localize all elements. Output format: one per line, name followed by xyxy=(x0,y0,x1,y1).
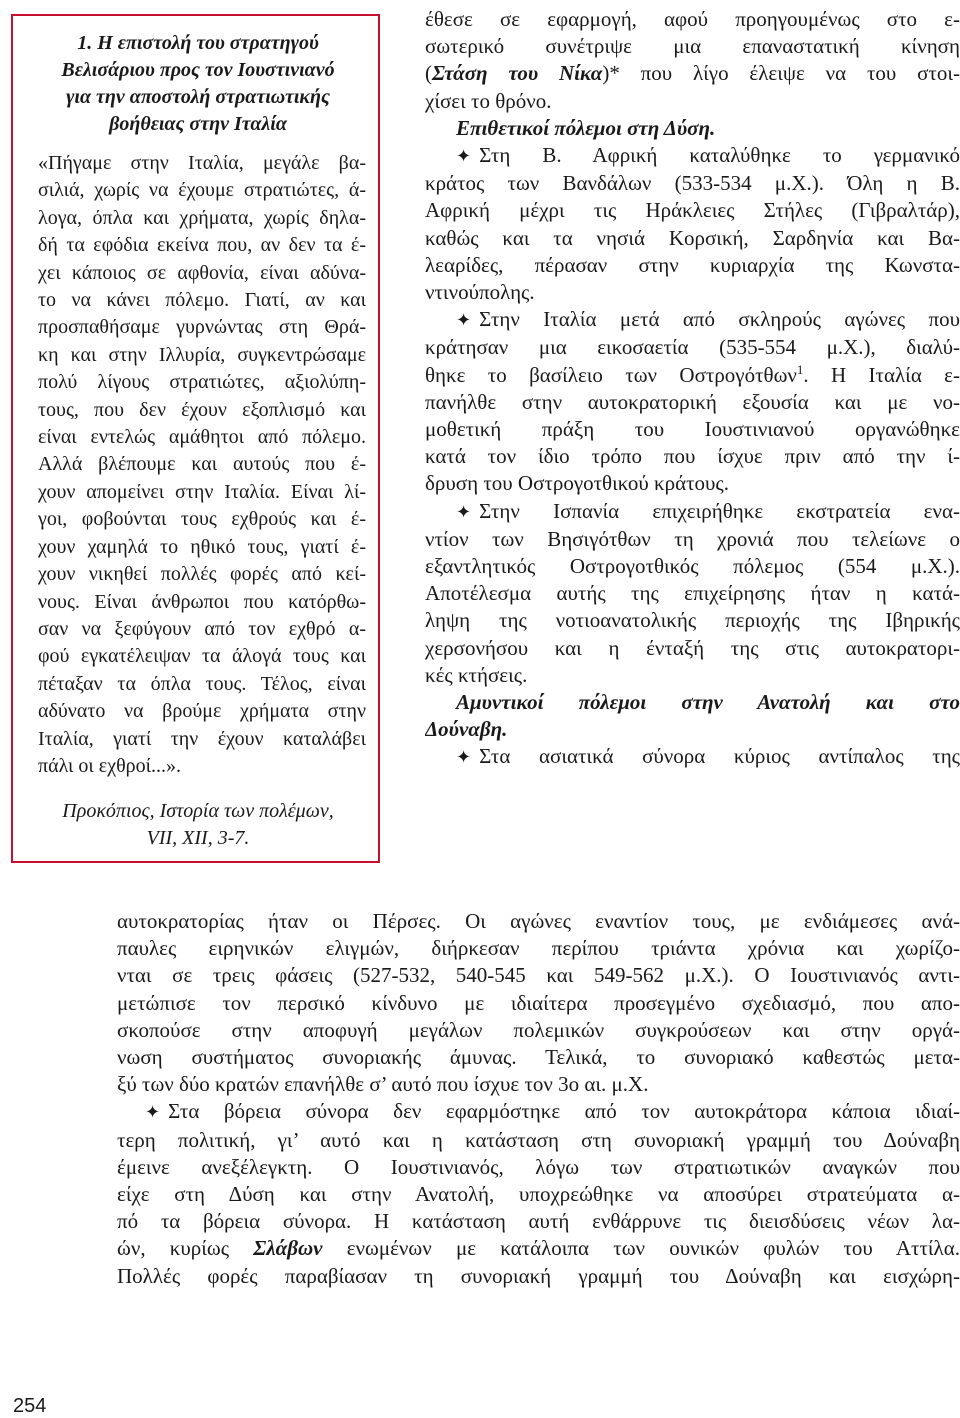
paragraph-line: ληψη της νοτιοανατολικής περιοχής της Ιβηρικής xyxy=(425,608,960,633)
bottom-text-block xyxy=(117,908,960,1290)
source-line: πάλι οι εχθροί...». xyxy=(38,754,182,777)
paragraph-line: σωτερικό συνέτριψε μια επαναστατική κίνηση xyxy=(425,34,960,59)
paragraph-line: κράτησαν μια εικοσαετία (535-554 μ.Χ.), διαλύ- xyxy=(425,335,960,360)
paragraph-line: κατά τον ίδιο τρόπο που ίσχυε πριν από την ί- xyxy=(425,444,960,469)
term-slavs: Σλάβων xyxy=(253,1236,323,1261)
source-line: προσπαθήσαμε γυρνώντας στη Θρά- xyxy=(38,316,366,339)
source-line: το να κάνει πόλεμο. Γιατί, αν και xyxy=(38,289,366,312)
footnote-marker[interactable]: 1 xyxy=(796,361,804,377)
paragraph-line: ξύ των δύο κρατών επανήλθε σ’ αυτό που ίσχυε τον 3ο αι. μ.Χ. xyxy=(117,1072,649,1097)
paragraph-line: τερη πολιτική, γι’ αυτό και η κατάσταση στη συνοριακή γραμμή του Δούναβη xyxy=(117,1127,960,1152)
paragraph-line: πανήλθε στην αυτοκρατορική εξουσία και με νο- xyxy=(425,389,960,414)
source-line: δή τα εφόδια εκείνα που, αν δεν τα έ- xyxy=(38,234,366,257)
paragraph-line: πό τα βόρεια σύνορα. Η κατάσταση αυτή ενθάρρυνε τις διεισδύσεις νέων λα- xyxy=(117,1209,960,1234)
source-line: είναι εντελώς αμάθητοι από πόλεμο. xyxy=(38,426,366,449)
text-fragment: Στα βόρεια σύνορα δεν εφαρμόστηκε από τον αυτοκράτορα κάποια ιδιαί- xyxy=(168,1099,960,1124)
heading-west-wars: Επιθετικοί πόλεμοι στη Δύση. xyxy=(456,115,716,140)
paragraph-line: δρυση του Οστρογοτθικού κράτους. xyxy=(425,471,729,496)
paragraph-line: Αφρική μέχρι τις Ηράκλειες Στήλες (Γιβραλτάρ), xyxy=(425,198,960,223)
text-fragment: ( xyxy=(425,61,432,86)
paragraph-line xyxy=(117,1235,960,1262)
source-line: λογα, όπλα και χρήματα, χωρίς δηλα- xyxy=(38,206,366,229)
text-fragment: Στη Β. Αφρική καταλύθηκε το γερμανικό xyxy=(479,143,960,168)
paragraph-line xyxy=(425,142,960,170)
source-line: κη και στην Ιλλυρία, συγκεντρώσαμε xyxy=(38,343,366,366)
paragraph-line xyxy=(425,362,960,389)
paragraph-line: καθώς και τα νησιά Κορσική, Σαρδηνία και Βα- xyxy=(425,225,960,250)
source-title-line: Βελισάριου προς τον Ιουστινιανό xyxy=(61,59,335,81)
heading-east-wars: Αμυντικοί πόλεμοι στην Ανατολή και στο xyxy=(456,690,960,715)
paragraph-line xyxy=(117,1098,960,1126)
star-bullet-icon: ✦ xyxy=(456,747,472,768)
source-title-line: βοήθειας στην Ιταλία xyxy=(109,113,287,135)
paragraph-line: σκοπούσε στην αποφυγή μεγάλων πολεμικών συγκρούσεων και στην οργά- xyxy=(117,1017,960,1042)
paragraph-line xyxy=(425,60,960,87)
paragraph-line: ντινούπολης. xyxy=(425,280,535,305)
paragraph-line: χίσει το θρόνο. xyxy=(425,88,552,113)
paragraph-line: μετώπισε τον περσικό κίνδυνο με ιδιαίτερα προσεγμένο σχεδιασμό, που απο- xyxy=(117,990,960,1015)
text-fragment: ενωμένων με κατάλοιπα των ουνικών φυλών του Αττίλα. xyxy=(322,1236,960,1261)
heading-east-wars-cont: Δούναβη. xyxy=(425,717,508,742)
source-line: χουν χαμηλά το ηθικό τους, γιατί έ- xyxy=(38,535,366,558)
source-reference-line: VII, XII, 3-7. xyxy=(146,827,250,849)
paragraph-line: νωση συστήματος συνοριακής άμυνας. Τελικά, το συνοριακό καθεστώς μετα- xyxy=(117,1045,960,1070)
text-fragment: θηκε το βασίλειο των Οστρογότθων xyxy=(425,362,797,387)
source-line: πέταξαν τα όπλα τους. Τέλος, είναι xyxy=(38,672,366,695)
source-title-line: 1. Η επιστολή του στρατηγού xyxy=(77,32,319,54)
source-line: γοι, φοβούνται τους εχθρούς και έ- xyxy=(38,508,366,531)
star-bullet-icon: ✦ xyxy=(456,501,472,522)
paragraph-line: χερσονήσου και η ένταξή της στις αυτοκρατορι- xyxy=(425,635,960,660)
paragraph-line xyxy=(425,498,960,526)
source-text xyxy=(38,150,366,780)
source-line: σιλιά, χωρίς να έχουμε στρατιώτες, ά- xyxy=(38,179,366,202)
source-reference-line: Προκόπιος, Ιστορία των πολέμων, xyxy=(62,800,334,822)
source-line: αδύνατο να βρούμε χρήματα στην xyxy=(38,700,366,723)
main-text-column xyxy=(425,6,960,772)
star-bullet-icon: ✦ xyxy=(145,1102,161,1123)
source-title xyxy=(28,30,368,138)
text-fragment: Στην Ιταλία μετά από σκληρούς αγώνες που xyxy=(479,307,960,332)
star-bullet-icon: ✦ xyxy=(456,310,472,331)
paragraph-line: παυλες ειρηνικών ελιγμών, διήρκεσαν περίπου τριάντα χρόνια και χωρίζο- xyxy=(117,936,960,961)
source-line: πολύ λίγους στρατιώτες, αξιολύπη- xyxy=(38,371,366,394)
paragraph-line: νται σε τρεις φάσεις (527-532, 540-545 και 549-562 μ.Χ.). Ο Ιουστινιανός αντι- xyxy=(117,963,960,988)
source-title-line: για την αποστολή στρατιωτικής xyxy=(66,86,330,108)
source-line: σαν να ξεφύγουν από τον εχθρό α- xyxy=(38,617,366,640)
paragraph-line: αυτοκρατορίας ήταν οι Πέρσες. Οι αγώνες εναντίον τους, με ενδιάμεσες ανά- xyxy=(117,909,960,933)
paragraph-line: είχε στη Δύση και στην Ανατολή, υποχρεώθηκε να αποσύρει στρατεύματα α- xyxy=(117,1182,960,1207)
paragraph-line: εξαντλητικός Οστρογοτθικός πόλεμος (554 μ.Χ.). xyxy=(425,554,960,579)
paragraph-line: λεαρίδες, πέρασαν στην κυριαρχία της Κωνστα- xyxy=(425,252,960,277)
page-number: 254 xyxy=(13,1395,47,1417)
text-fragment: Στα ασιατικά σύνορα κύριος αντίπαλος της xyxy=(479,744,960,769)
paragraph-line xyxy=(425,743,960,771)
text-fragment: )* που λίγο έλειψε να του στοι- xyxy=(602,61,960,86)
source-line: Αλλά βλέπουμε και αυτούς που έ- xyxy=(38,453,366,476)
paragraph-line xyxy=(425,306,960,334)
paragraph-line: μοθετική πράξη του Ιουστινιανού οργανώθηκε xyxy=(425,417,960,442)
source-line: χουν απομείνει στην Ιταλία. Είναι λί- xyxy=(38,480,366,503)
paragraph-line: έθεσε σε εφαρμογή, αφού προηγουμένως στο ε- xyxy=(425,7,960,31)
source-line: φού εγκατέλειψαν τα άλογά τους και xyxy=(38,645,366,668)
paragraph-line: κράτος των Βανδάλων (533-534 μ.Χ.). Όλη η Β. xyxy=(425,171,960,196)
paragraph-line: Πολλές φορές παραβίασαν τη συνοριακή γραμμή του Δούναβη και εισχώρη- xyxy=(117,1263,960,1288)
source-line: «Πήγαμε στην Ιταλία, μεγάλε βα- xyxy=(38,152,366,174)
star-bullet-icon: ✦ xyxy=(456,146,472,167)
paragraph-line: έμεινε ανεξέλεγκτη. Ο Ιουστινιανός, λόγω των στρατιωτικών αναγκών που xyxy=(117,1154,960,1179)
source-line: χει κάποιος σε αφθονία, είναι αδύνα- xyxy=(38,261,366,284)
source-line: τους, που δεν έχουν εξοπλισμό και xyxy=(38,398,366,421)
paragraph-line: Αποτέλεσμα αυτής της επιχείρησης ήταν η κατά- xyxy=(425,581,960,606)
paragraph-line: κές κτήσεις. xyxy=(425,662,528,687)
source-reference xyxy=(28,798,368,852)
paragraph-line: ντίον των Βησιγότθων τη χρονιά που τελείωνε ο xyxy=(425,526,960,551)
term-nika-riot: Στάση του Νίκα xyxy=(432,61,603,86)
source-line: Ιταλία, γιατί την έχουν καταλάβει xyxy=(38,727,366,750)
text-fragment: ών, κυρίως xyxy=(117,1236,254,1261)
source-line: νους. Είναι άνθρωποι που κατόρθω- xyxy=(38,590,366,613)
source-line: χουν νικηθεί πολλές φορές από κεί- xyxy=(38,563,366,586)
text-fragment: Στην Ισπανία επιχειρήθηκε εκστρατεία ενα- xyxy=(479,498,960,523)
text-fragment: . Η Ιταλία ε- xyxy=(803,362,960,387)
